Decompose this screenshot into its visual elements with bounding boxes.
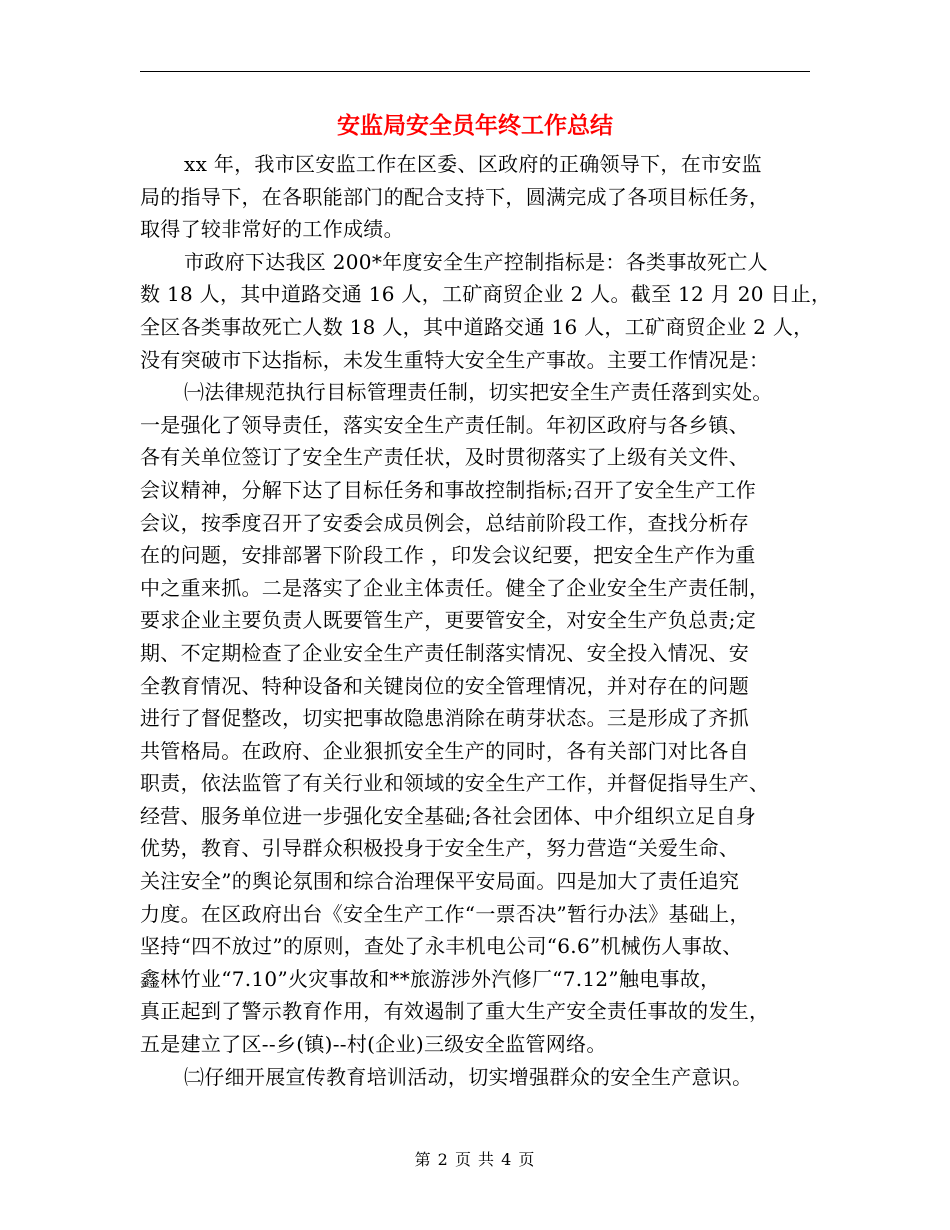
body-line: 会议，按季度召开了安委会成员例会，总结前阶段工作，查找分析存 (140, 510, 749, 535)
body-line: 经营、服务单位进一步强化安全基础;各社会团体、中介组织立足自身 (140, 803, 757, 828)
body-line: 取得了较非常好的工作成绩。 (140, 217, 404, 242)
header-rule (140, 71, 810, 72)
body-line: 局的指导下，在各职能部门的配合支持下，圆满完成了各项目标任务， (140, 184, 770, 209)
body-line: 市政府下达我区 200*年度安全生产控制指标是：各类事故死亡人 (184, 249, 768, 274)
body-line: 关注安全”的舆论氛围和综合治理保平安局面。四是加大了责任追究 (140, 869, 740, 894)
body-line: 各有关单位签订了安全生产责任状，及时贯彻落实了上级有关文件、 (140, 445, 749, 470)
body-line: 职责，依法监管了有关行业和领域的安全生产工作，并督促指导生产、 (140, 771, 770, 796)
body-line: 真正起到了警示教育作用，有效遏制了重大生产安全责任事故的发生， (140, 999, 770, 1024)
body-line: 鑫林竹业“7.10”火灾事故和**旅游涉外汽修厂“7.12”触电事故， (140, 966, 721, 991)
body-line: 力度。在区政府出台《安全生产工作“一票否决”暂行办法》基础上， (140, 901, 750, 926)
body-line: ㈡仔细开展宣传教育培训活动，切实增强群众的安全生产意识。 (184, 1064, 753, 1089)
body-line: 进行了督促整改，切实把事故隐患消除在萌芽状态。三是形成了齐抓 (140, 706, 749, 731)
body-line: 要求企业主要负责人既要管生产，更要管安全，对安全生产负总责;定 (140, 608, 757, 633)
body-line: 优势，教育、引导群众积极投身于安全生产，努力营造“关爱生命、 (140, 836, 740, 861)
body-line: 五是建立了区--乡(镇)--村(企业)三级安全监管网络。 (140, 1032, 607, 1057)
body-line: 没有突破市下达指标，未发生重特大安全生产事故。主要工作情况是： (140, 347, 770, 372)
body-line: 全教育情况、特种设备和关键岗位的安全管理情况，并对存在的问题 (140, 673, 749, 698)
body-line: 中之重来抓。二是落实了企业主体责任。健全了企业安全生产责任制， (140, 575, 770, 600)
page-footer: 第 2 页 共 4 页 (414, 1150, 536, 1169)
body-line: 数 18 人，其中道路交通 16 人，工矿商贸企业 2 人。截至 12 月 20 日止， (140, 282, 832, 307)
body-line: xx 年，我市区安监工作在区委、区政府的正确领导下，在市安监 (184, 152, 762, 176)
document-title: 安监局安全员年终工作总结 (337, 112, 613, 139)
document-body (140, 148, 832, 1093)
body-line: ㈠法律规范执行目标管理责任制，切实把安全生产责任落到实处。 (184, 380, 773, 405)
body-line: 一是强化了领导责任，落实安全生产责任制。年初区政府与各乡镇、 (140, 412, 749, 437)
body-line: 全区各类事故死亡人数 18 人，其中道路交通 16 人，工矿商贸企业 2 人， (140, 314, 814, 339)
body-line: 会议精神，分解下达了目标任务和事故控制指标;召开了安全生产工作 (140, 477, 757, 502)
body-line: 共管格局。在政府、企业狠抓安全生产的同时，各有关部门对比各自 (140, 738, 749, 763)
body-line: 期、不定期检查了企业安全生产责任制落实情况、安全投入情况、安 (140, 640, 749, 665)
body-line: 坚持“四不放过”的原则，查处了永丰机电公司“6.6”机械伤人事故、 (140, 934, 743, 959)
body-line: 在的问题，安排部署下阶段工作 ，印发会议纪要，把安全生产作为重 (140, 543, 756, 568)
